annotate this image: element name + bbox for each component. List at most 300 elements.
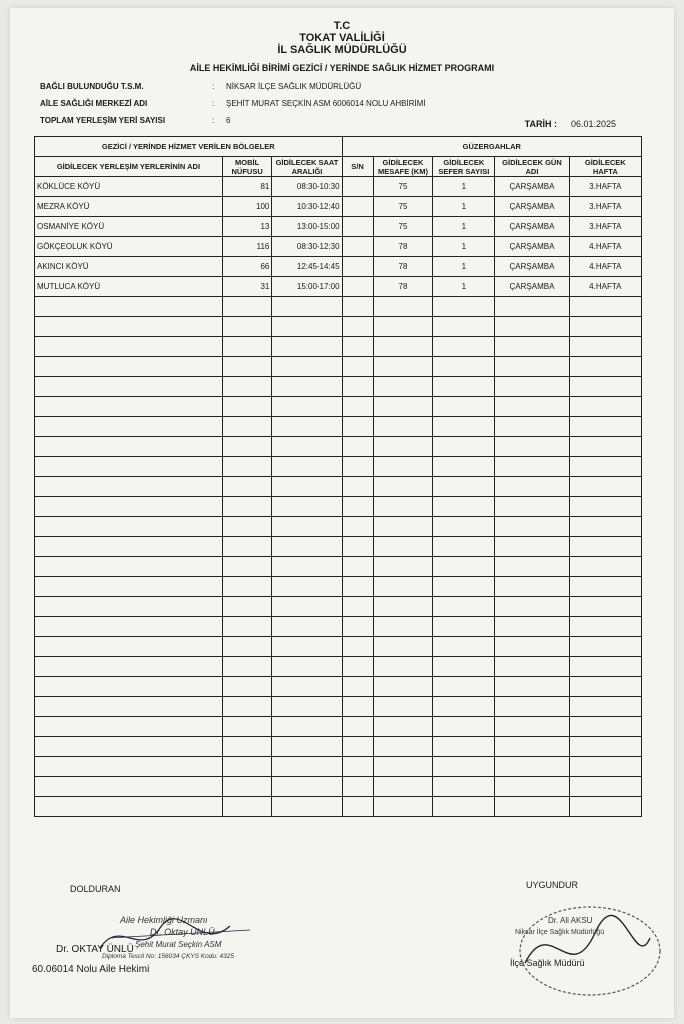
table-row xyxy=(35,317,642,337)
day-name-cell xyxy=(495,717,569,737)
trip-count-cell: 1 xyxy=(433,237,495,257)
mobile-population-cell xyxy=(222,297,272,317)
time-range-cell xyxy=(272,297,342,317)
serial-no-cell xyxy=(342,457,373,477)
day-name-cell xyxy=(495,677,569,697)
mobile-population-cell xyxy=(222,377,272,397)
mobile-population-cell xyxy=(222,537,272,557)
settlement-name-cell xyxy=(35,657,223,677)
week-cell xyxy=(569,377,641,397)
week-cell xyxy=(569,477,641,497)
serial-no-cell xyxy=(342,577,373,597)
distance-km-cell xyxy=(373,757,433,777)
trip-count-cell xyxy=(433,777,495,797)
time-range-cell xyxy=(272,797,342,817)
week-cell xyxy=(569,317,641,337)
table-column-header xyxy=(35,157,642,177)
day-name-cell xyxy=(495,737,569,757)
distance-km-cell xyxy=(373,637,433,657)
distance-km-cell xyxy=(373,717,433,737)
table-row xyxy=(35,517,642,537)
day-name-cell: ÇARŞAMBA xyxy=(495,177,569,197)
time-range-cell xyxy=(272,577,342,597)
time-range-cell xyxy=(272,537,342,557)
trip-count-cell xyxy=(433,637,495,657)
day-name-cell xyxy=(495,537,569,557)
time-range-cell xyxy=(272,357,342,377)
distance-km-cell xyxy=(373,397,433,417)
settlement-name-cell xyxy=(35,717,223,737)
table-row xyxy=(35,297,642,317)
day-name-cell xyxy=(495,497,569,517)
week-cell xyxy=(569,737,641,757)
settlement-name-cell xyxy=(35,377,223,397)
trip-count-cell xyxy=(433,757,495,777)
mobile-population-cell xyxy=(222,357,272,377)
time-range-cell: 08:30-10:30 xyxy=(272,177,342,197)
table-row xyxy=(35,717,642,737)
filler-name: Dr. OKTAY ÜNLÜ xyxy=(56,944,134,955)
mobile-population-cell xyxy=(222,617,272,637)
settlement-name-cell xyxy=(35,777,223,797)
trip-count-cell xyxy=(433,357,495,377)
mobile-population-cell xyxy=(222,637,272,657)
table-row xyxy=(35,597,642,617)
serial-no-cell xyxy=(342,777,373,797)
col-header: GİDİLECEK HAFTA xyxy=(569,157,641,177)
signature-registry: Diploma Tescil No: 156034 ÇKYS Kodu: 4325 xyxy=(102,953,235,960)
week-cell: 3.HAFTA xyxy=(569,177,641,197)
meta-sep: : xyxy=(212,116,215,125)
settlement-name-cell: MEZRA KÖYÜ xyxy=(35,197,223,217)
trip-count-cell: 1 xyxy=(433,177,495,197)
trip-count-cell xyxy=(433,657,495,677)
table-row xyxy=(35,557,642,577)
day-name-cell xyxy=(495,317,569,337)
time-range-cell xyxy=(272,417,342,437)
signature-asm: Şehit Murat Seçkin ASM xyxy=(135,940,222,949)
settlement-name-cell: OSMANİYE KÖYÜ xyxy=(35,217,223,237)
mobile-population-cell xyxy=(222,777,272,797)
table-row xyxy=(35,457,642,477)
table-body xyxy=(35,177,642,817)
stamp-org: Niksar İlçe Sağlık Müdürlüğü xyxy=(515,929,605,936)
trip-count-cell: 1 xyxy=(433,217,495,237)
mobile-population-cell xyxy=(222,797,272,817)
week-cell: 4.HAFTA xyxy=(569,257,641,277)
week-cell xyxy=(569,757,641,777)
settlement-name-cell xyxy=(35,437,223,457)
table-row xyxy=(35,577,642,597)
distance-km-cell xyxy=(373,737,433,757)
header-mudurluk: İL SAĞLIK MÜDÜRLÜĞÜ xyxy=(277,44,407,56)
serial-no-cell xyxy=(342,337,373,357)
distance-km-cell: 78 xyxy=(373,237,433,257)
filler-unit: 60.06014 Nolu Aile Hekimi xyxy=(32,964,150,975)
time-range-cell xyxy=(272,337,342,357)
document-title: AİLE HEKİMLİĞİ BİRİMİ GEZİCİ / YERİNDE SAĞLIK HİZMET PROGRAMI xyxy=(189,63,495,73)
table-row xyxy=(35,397,642,417)
distance-km-cell xyxy=(373,777,433,797)
week-cell xyxy=(569,337,641,357)
week-cell: 3.HAFTA xyxy=(569,217,641,237)
approved-label: UYGUNDUR xyxy=(526,880,579,890)
meta-value: ŞEHİT MURAT SEÇKİN ASM 6006014 NOLU AHBİRİMİ xyxy=(226,99,426,108)
table-row xyxy=(35,217,642,237)
mobile-population-cell xyxy=(222,597,272,617)
settlement-name-cell xyxy=(35,637,223,657)
date-label: TARİH : xyxy=(524,119,557,129)
day-name-cell xyxy=(495,297,569,317)
serial-no-cell xyxy=(342,517,373,537)
document-page xyxy=(10,8,674,1018)
time-range-cell: 15:00-17:00 xyxy=(272,277,342,297)
distance-km-cell xyxy=(373,657,433,677)
mobile-population-cell xyxy=(222,577,272,597)
trip-count-cell xyxy=(433,617,495,637)
meta-value: NİKSAR İLÇE SAĞLIK MÜDÜRLÜĞÜ xyxy=(226,82,362,91)
day-name-cell: ÇARŞAMBA xyxy=(495,277,569,297)
table-row xyxy=(35,277,642,297)
settlement-name-cell xyxy=(35,497,223,517)
week-cell xyxy=(569,457,641,477)
mobile-population-cell: 81 xyxy=(222,177,272,197)
time-range-cell xyxy=(272,697,342,717)
serial-no-cell xyxy=(342,677,373,697)
day-name-cell: ÇARŞAMBA xyxy=(495,197,569,217)
settlement-name-cell xyxy=(35,337,223,357)
trip-count-cell xyxy=(433,317,495,337)
time-range-cell xyxy=(272,377,342,397)
day-name-cell xyxy=(495,797,569,817)
group-right-header: GÜZERGAHLAR xyxy=(342,137,641,157)
time-range-cell: 08:30-12:30 xyxy=(272,237,342,257)
settlement-name-cell xyxy=(35,557,223,577)
table-row xyxy=(35,497,642,517)
settlement-name-cell xyxy=(35,737,223,757)
time-range-cell xyxy=(272,317,342,337)
week-cell xyxy=(569,397,641,417)
table-row xyxy=(35,357,642,377)
table-row xyxy=(35,257,642,277)
time-range-cell xyxy=(272,777,342,797)
serial-no-cell xyxy=(342,357,373,377)
table-row xyxy=(35,197,642,217)
meta-label: TOPLAM YERLEŞİM YERİ SAYISI xyxy=(40,116,166,125)
settlement-name-cell: AKINCI KÖYÜ xyxy=(35,257,223,277)
table-row xyxy=(35,697,642,717)
serial-no-cell xyxy=(342,297,373,317)
time-range-cell xyxy=(272,657,342,677)
serial-no-cell xyxy=(342,217,373,237)
distance-km-cell: 78 xyxy=(373,257,433,277)
distance-km-cell xyxy=(373,557,433,577)
day-name-cell: ÇARŞAMBA xyxy=(495,257,569,277)
mobile-population-cell xyxy=(222,337,272,357)
week-cell xyxy=(569,677,641,697)
mobile-population-cell xyxy=(222,437,272,457)
mobile-population-cell xyxy=(222,477,272,497)
mobile-population-cell xyxy=(222,457,272,477)
week-cell xyxy=(569,597,641,617)
table-row xyxy=(35,237,642,257)
table-row xyxy=(35,417,642,437)
distance-km-cell xyxy=(373,457,433,477)
table-row xyxy=(35,777,642,797)
serial-no-cell xyxy=(342,437,373,457)
time-range-cell xyxy=(272,517,342,537)
day-name-cell xyxy=(495,697,569,717)
signature-name: Dr. Oktay ÜNLÜ xyxy=(150,927,215,937)
trip-count-cell xyxy=(433,497,495,517)
serial-no-cell xyxy=(342,637,373,657)
trip-count-cell xyxy=(433,557,495,577)
trip-count-cell xyxy=(433,577,495,597)
distance-km-cell xyxy=(373,577,433,597)
serial-no-cell xyxy=(342,697,373,717)
serial-no-cell xyxy=(342,497,373,517)
day-name-cell: ÇARŞAMBA xyxy=(495,217,569,237)
meta-label: AİLE SAĞLIĞI MERKEZİ ADI xyxy=(40,99,148,108)
meta-label: BAĞLI BULUNDUĞU T.S.M. xyxy=(40,82,144,91)
settlement-name-cell: MUTLUCA KÖYÜ xyxy=(35,277,223,297)
distance-km-cell: 75 xyxy=(373,217,433,237)
table-row xyxy=(35,437,642,457)
day-name-cell xyxy=(495,517,569,537)
time-range-cell xyxy=(272,677,342,697)
mobile-population-cell xyxy=(222,317,272,337)
day-name-cell xyxy=(495,577,569,597)
serial-no-cell xyxy=(342,277,373,297)
table-row xyxy=(35,737,642,757)
table-row xyxy=(35,797,642,817)
serial-no-cell xyxy=(342,377,373,397)
serial-no-cell xyxy=(342,257,373,277)
header-valilik: TOKAT VALİLİĞİ xyxy=(299,32,385,44)
mobile-population-cell: 66 xyxy=(222,257,272,277)
serial-no-cell xyxy=(342,417,373,437)
settlement-name-cell: GÖKÇEOLUK KÖYÜ xyxy=(35,237,223,257)
week-cell: 4.HAFTA xyxy=(569,237,641,257)
serial-no-cell xyxy=(342,557,373,577)
distance-km-cell xyxy=(373,317,433,337)
day-name-cell xyxy=(495,617,569,637)
day-name-cell xyxy=(495,657,569,677)
distance-km-cell xyxy=(373,377,433,397)
col-header: S/N xyxy=(342,157,373,177)
serial-no-cell xyxy=(342,717,373,737)
table-row xyxy=(35,637,642,657)
stamp-name: Dr. Ali AKSU xyxy=(548,916,593,925)
settlement-name-cell xyxy=(35,357,223,377)
time-range-cell: 13:00-15:00 xyxy=(272,217,342,237)
trip-count-cell xyxy=(433,517,495,537)
week-cell xyxy=(569,557,641,577)
settlement-name-cell xyxy=(35,457,223,477)
week-cell xyxy=(569,777,641,797)
date-field xyxy=(525,119,616,129)
time-range-cell xyxy=(272,437,342,457)
settlement-name-cell: KÖKLÜCE KÖYÜ xyxy=(35,177,223,197)
date-value: 06.01.2025 xyxy=(570,119,616,129)
trip-count-cell xyxy=(433,677,495,697)
serial-no-cell xyxy=(342,317,373,337)
mobile-population-cell xyxy=(222,737,272,757)
group-left-header: GEZİCİ / YERİNDE HİZMET VERİLEN BÖLGELER xyxy=(35,137,343,157)
distance-km-cell: 78 xyxy=(373,277,433,297)
serial-no-cell xyxy=(342,797,373,817)
table-row xyxy=(35,757,642,777)
serial-no-cell xyxy=(342,197,373,217)
day-name-cell xyxy=(495,637,569,657)
trip-count-cell xyxy=(433,417,495,437)
trip-count-cell: 1 xyxy=(433,277,495,297)
serial-no-cell xyxy=(342,237,373,257)
distance-km-cell xyxy=(373,537,433,557)
time-range-cell xyxy=(272,617,342,637)
distance-km-cell xyxy=(373,357,433,377)
week-cell xyxy=(569,797,641,817)
serial-no-cell xyxy=(342,757,373,777)
time-range-cell: 12:45-14:45 xyxy=(272,257,342,277)
director-title: İlçe Sağlık Müdürü xyxy=(510,958,585,968)
week-cell xyxy=(569,497,641,517)
time-range-cell xyxy=(272,497,342,517)
day-name-cell xyxy=(495,457,569,477)
settlement-name-cell xyxy=(35,677,223,697)
official-stamp xyxy=(500,893,670,1008)
time-range-cell xyxy=(272,557,342,577)
distance-km-cell xyxy=(373,497,433,517)
trip-count-cell xyxy=(433,597,495,617)
table-row xyxy=(35,177,642,197)
settlement-name-cell xyxy=(35,597,223,617)
time-range-cell xyxy=(272,757,342,777)
mobile-population-cell: 116 xyxy=(222,237,272,257)
settlement-name-cell xyxy=(35,397,223,417)
day-name-cell xyxy=(495,777,569,797)
week-cell xyxy=(569,617,641,637)
serial-no-cell xyxy=(342,597,373,617)
day-name-cell xyxy=(495,557,569,577)
serial-no-cell xyxy=(342,737,373,757)
meta-value: 6 xyxy=(226,116,231,125)
day-name-cell xyxy=(495,417,569,437)
settlement-name-cell xyxy=(35,517,223,537)
trip-count-cell xyxy=(433,457,495,477)
table-group-header xyxy=(35,137,642,157)
serial-no-cell xyxy=(342,617,373,637)
trip-count-cell xyxy=(433,797,495,817)
trip-count-cell: 1 xyxy=(433,257,495,277)
trip-count-cell xyxy=(433,537,495,557)
serial-no-cell xyxy=(342,177,373,197)
distance-km-cell xyxy=(373,617,433,637)
trip-count-cell xyxy=(433,717,495,737)
mobile-population-cell xyxy=(222,717,272,737)
distance-km-cell xyxy=(373,697,433,717)
mobile-population-cell: 31 xyxy=(222,277,272,297)
week-cell: 4.HAFTA xyxy=(569,277,641,297)
distance-km-cell xyxy=(373,517,433,537)
trip-count-cell xyxy=(433,697,495,717)
distance-km-cell xyxy=(373,597,433,617)
signature-title: Aile Hekimliği Uzmanı xyxy=(120,915,208,925)
mobile-population-cell xyxy=(222,397,272,417)
week-cell xyxy=(569,517,641,537)
trip-count-cell xyxy=(433,737,495,757)
settlement-name-cell xyxy=(35,757,223,777)
week-cell xyxy=(569,437,641,457)
serial-no-cell xyxy=(342,477,373,497)
col-header: GİDİLECEK SEFER SAYISI xyxy=(433,157,495,177)
time-range-cell xyxy=(272,397,342,417)
settlement-name-cell xyxy=(35,477,223,497)
day-name-cell xyxy=(495,477,569,497)
distance-km-cell xyxy=(373,337,433,357)
trip-count-cell xyxy=(433,337,495,357)
table-row xyxy=(35,377,642,397)
mobile-population-cell xyxy=(222,677,272,697)
time-range-cell xyxy=(272,457,342,477)
day-name-cell xyxy=(495,437,569,457)
mobile-population-cell xyxy=(222,557,272,577)
distance-km-cell: 75 xyxy=(373,197,433,217)
week-cell xyxy=(569,357,641,377)
mobile-population-cell xyxy=(222,417,272,437)
table-row xyxy=(35,477,642,497)
settlement-name-cell xyxy=(35,797,223,817)
week-cell xyxy=(569,577,641,597)
table-row xyxy=(35,677,642,697)
meta-sep: : xyxy=(212,99,215,108)
time-range-cell xyxy=(272,737,342,757)
trip-count-cell xyxy=(433,477,495,497)
header-tc: T.C xyxy=(333,20,351,32)
mobile-population-cell xyxy=(222,697,272,717)
signature-scribble xyxy=(90,908,260,968)
trip-count-cell xyxy=(433,397,495,417)
distance-km-cell: 75 xyxy=(373,177,433,197)
week-cell xyxy=(569,297,641,317)
day-name-cell xyxy=(495,377,569,397)
trip-count-cell xyxy=(433,297,495,317)
time-range-cell xyxy=(272,717,342,737)
day-name-cell xyxy=(495,397,569,417)
settlement-name-cell xyxy=(35,537,223,557)
settlement-name-cell xyxy=(35,417,223,437)
trip-count-cell xyxy=(433,437,495,457)
table-row xyxy=(35,617,642,637)
settlement-name-cell xyxy=(35,577,223,597)
week-cell: 3.HAFTA xyxy=(569,197,641,217)
day-name-cell xyxy=(495,597,569,617)
serial-no-cell xyxy=(342,537,373,557)
table-row xyxy=(35,657,642,677)
week-cell xyxy=(569,537,641,557)
distance-km-cell xyxy=(373,297,433,317)
trip-count-cell xyxy=(433,377,495,397)
distance-km-cell xyxy=(373,417,433,437)
time-range-cell: 10:30-12:40 xyxy=(272,197,342,217)
time-range-cell xyxy=(272,637,342,657)
col-header: GİDİLECEK SAAT ARALIĞI xyxy=(272,157,342,177)
mobile-population-cell xyxy=(222,497,272,517)
week-cell xyxy=(569,717,641,737)
week-cell xyxy=(569,637,641,657)
col-header: GİDİLECEK MESAFE (KM) xyxy=(373,157,433,177)
day-name-cell xyxy=(495,757,569,777)
